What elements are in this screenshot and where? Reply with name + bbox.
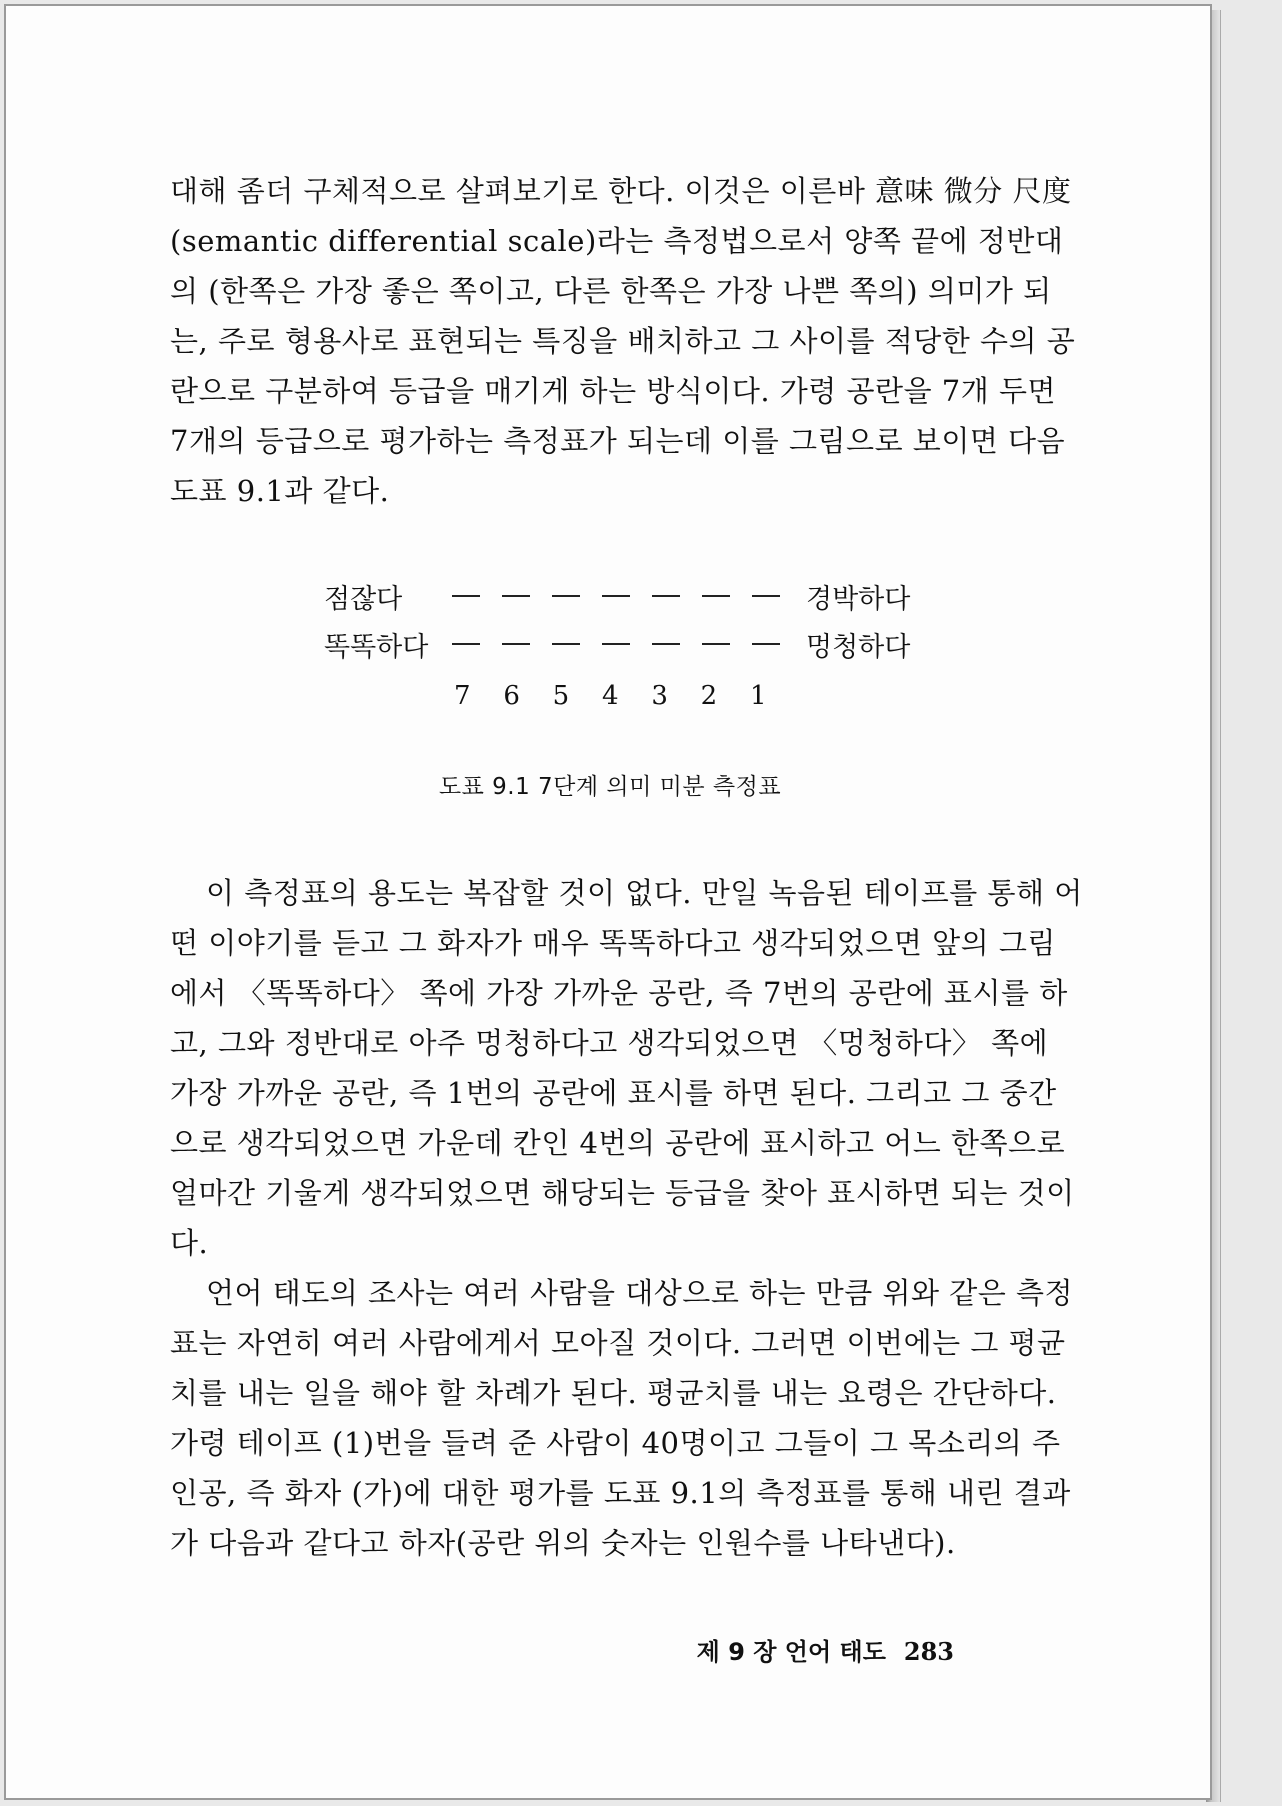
body-text-top	[170, 166, 1084, 516]
running-footer	[697, 1632, 954, 1667]
blank-dash	[652, 643, 680, 645]
blank-dash	[452, 643, 480, 645]
scale-row	[324, 620, 910, 668]
scale-number: 6	[503, 681, 520, 711]
scale-numbers	[454, 668, 794, 724]
blank-dash	[552, 595, 580, 597]
body-text-bottom	[170, 868, 1084, 1568]
scale-number: 7	[454, 681, 471, 711]
semantic-differential-scale	[324, 572, 910, 724]
blank-dash	[652, 595, 680, 597]
scale-left-label: 똑똑하다	[324, 631, 429, 663]
figure-caption: 도표 9.1 7단계 의미 미분 측정표	[438, 774, 782, 800]
scale-blanks	[446, 595, 798, 597]
scale-left-label: 점잖다	[324, 583, 403, 615]
scale-right-label: 경박하다	[806, 583, 911, 615]
blank-dash	[602, 643, 630, 645]
blank-dash	[702, 595, 730, 597]
paragraph: 언어 태도의 조사는 여러 사람을 대상으로 하는 만큼 위와 같은 측정표는 자연히 여러 사람에게서 모아질 것이다. 그러면 이번에는 그 평균치를 내는 일을 해야 할 차례가 된다. 평균치를 내는 요령은 간단하다. 가령 테이프 (1)번을 들려 준 사람이 40명이고 그들이 그 목소리의 주인공, 즉 화자 (가)에 대한 평가를 도표 9.1의 측정표를 통해 내린 결과가 다음과 같다고 하자(공란 위의 숫자는 인원수를 나타낸다).	[170, 1276, 1074, 1560]
blank-dash	[752, 595, 780, 597]
blank-dash	[502, 595, 530, 597]
book-page	[4, 4, 1212, 1800]
scale-blanks	[446, 643, 798, 645]
scale-number: 1	[749, 681, 767, 711]
scale-number: 3	[651, 681, 668, 711]
blank-dash	[602, 595, 630, 597]
paragraph: 대해 좀더 구체적으로 살펴보기로 한다. 이것은 이른바 意味 微分 尺度(semantic differential scale)라는 측정법으로서 양쪽 끝에 정반대의 (한쪽은 가장 좋은 쪽이고, 다른 한쪽은 가장 나쁜 쪽의) 의미가 되는, 주로 형용사로 표현되는 특징을 배치하고 그 사이를 적당한 수의 공란으로 구분하여 등급을 매기게 하는 방식이다. 가령 공란을 7개 두면 7개의 등급으로 평가하는 측정표가 되는데 이를 그림으로 보이면 다음 도표 9.1과 같다.	[170, 174, 1076, 508]
scale-number: 4	[601, 681, 619, 711]
scale-number: 5	[552, 681, 570, 711]
chapter-title: 제 9 장 언어 태도	[696, 1638, 886, 1666]
blank-dash	[752, 643, 780, 645]
scale-right-label: 멍청하다	[806, 631, 911, 663]
blank-dash	[452, 595, 480, 597]
blank-dash	[702, 643, 730, 645]
scale-row	[324, 572, 910, 620]
blank-dash	[552, 643, 580, 645]
scale-number: 2	[700, 681, 718, 711]
page-number: 283	[903, 1637, 954, 1666]
paragraph: 이 측정표의 용도는 복잡할 것이 없다. 만일 녹음된 테이프를 통해 어떤 이야기를 듣고 그 화자가 매우 똑똑하다고 생각되었으면 앞의 그림에서 〈똑똑하다〉 쪽에 가장 가까운 공란, 즉 7번의 공란에 표시를 하고, 그와 정반대로 아주 멍청하다고 생각되었으면 〈멍청하다〉 쪽에 가장 가까운 공란, 즉 1번의 공란에 표시를 하면 된다. 그리고 그 중간으로 생각되었으면 가운데 칸인 4번의 공란에 표시하고 어느 한쪽으로 얼마간 기울게 생각되었으면 해당되는 등급을 찾아 표시하면 되는 것이다.	[170, 876, 1083, 1260]
blank-dash	[502, 643, 530, 645]
